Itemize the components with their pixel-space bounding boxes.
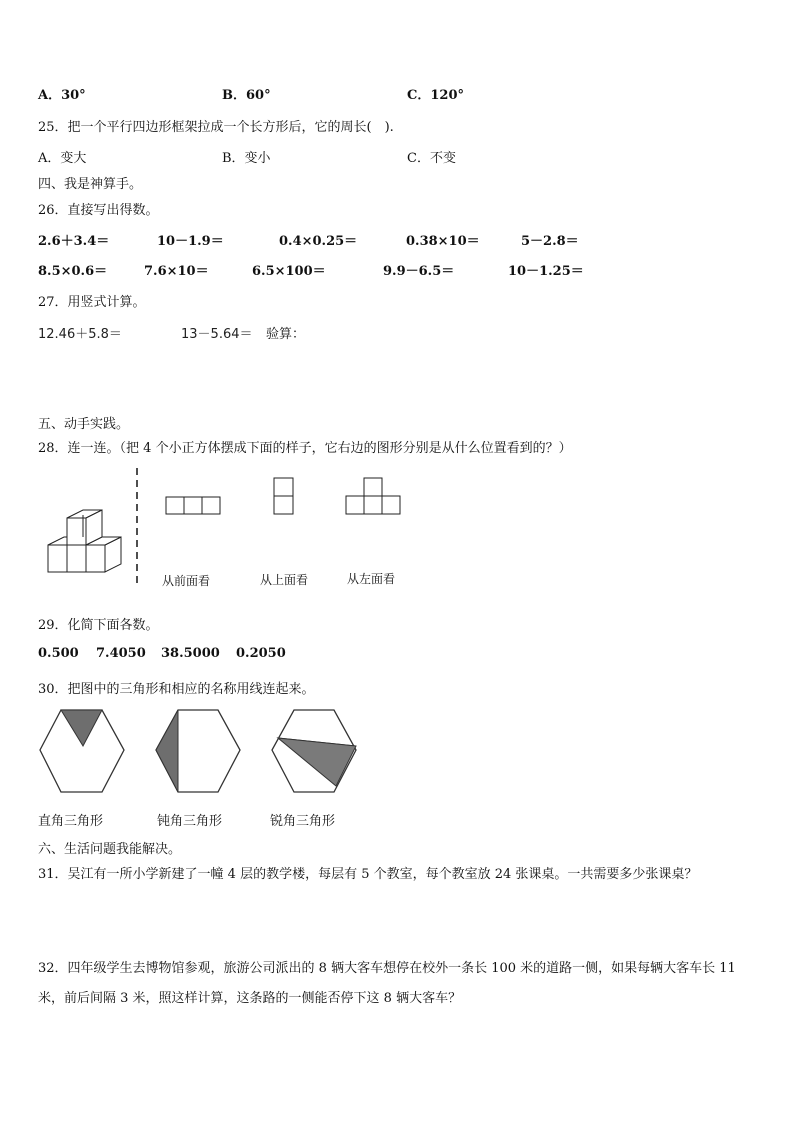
q28-question: 28．连一连。（把 4 个小正方体摆成下面的样子，它右边的图形分别是从什么位置看到的？） xyxy=(38,441,572,456)
q26-r2-item5: 10－1.25＝ xyxy=(508,264,584,279)
q29-number-4: 0.2050 xyxy=(236,646,286,661)
q29-number-2: 7.4050 xyxy=(96,646,146,661)
q25-option-b: B．变小 xyxy=(222,151,271,166)
q29-question: 29．化简下面各数。 xyxy=(38,618,159,633)
q24-option-b: B．60° xyxy=(222,88,271,103)
q26-r1-item3: 0.4×0.25＝ xyxy=(279,234,358,249)
q26-r1-item4: 0.38×10＝ xyxy=(406,234,480,249)
q26-r1-item2: 10－1.9＝ xyxy=(157,234,224,249)
q30-label-acute: 锐角三角形 xyxy=(270,814,336,829)
q28-label-top: 从上面看 xyxy=(260,573,309,587)
q26-r2-item3: 6.5×100＝ xyxy=(252,264,326,279)
view-top-shape xyxy=(274,478,293,514)
cube-stack-3d xyxy=(48,510,121,572)
q26-question: 26．直接写出得数。 xyxy=(38,203,159,218)
q30-label-obtuse: 钝角三角形 xyxy=(157,814,223,829)
section6-heading: 六、生活问题我能解决。 xyxy=(38,842,182,857)
q26-r2-item2: 7.6×10＝ xyxy=(144,264,209,279)
q29-number-3: 38.5000 xyxy=(161,646,220,661)
q24-option-a: A．30° xyxy=(38,88,86,103)
q29-number-1: 0.500 xyxy=(38,646,79,661)
q31-question: 31．吴江有一所小学新建了一幢 4 层的教学楼，每层有 5 个教室，每个教室放 24 张课桌。一共需要多少张课桌？ xyxy=(38,867,698,882)
q25-question: 25．把一个平行四边形框架拉成一个长方形后，它的周长( ). xyxy=(38,120,394,135)
q30-question: 30．把图中的三角形和相应的名称用线连起来。 xyxy=(38,682,315,697)
q27-expression-1: 12.46＋5.8＝ xyxy=(38,327,122,342)
view-left-shape xyxy=(346,478,400,514)
hexagon-right-triangle xyxy=(40,710,124,792)
q26-r2-item4: 9.9－6.5＝ xyxy=(383,264,455,279)
q26-r1-item1: 2.6＋3.4＝ xyxy=(38,234,110,249)
q26-r1-item5: 5－2.8＝ xyxy=(521,234,579,249)
view-front-shape xyxy=(166,497,220,514)
q25-option-c: C．不变 xyxy=(407,151,456,166)
section4-heading: 四、我是神算手。 xyxy=(38,177,143,192)
q30-label-right: 直角三角形 xyxy=(38,814,104,829)
q30-figure xyxy=(38,708,368,800)
q26-r2-item1: 8.5×0.6＝ xyxy=(38,264,108,279)
q28-label-left: 从左面看 xyxy=(347,572,396,586)
hexagon-acute-triangle xyxy=(272,710,356,792)
section5-heading: 五、动手实践。 xyxy=(38,417,130,432)
q27-expression-2: 13－5.64＝ xyxy=(181,327,253,342)
q32-question-line1: 32．四年级学生去博物馆参观，旅游公司派出的 8 辆大客车想停在校外一条长 100 米的道路一侧，如果每辆大客车长 11 xyxy=(38,961,736,976)
q27-question: 27．用竖式计算。 xyxy=(38,295,146,310)
q32-question-line2: 米，前后间隔 3 米，照这样计算，这条路的一侧能否停下这 8 辆大客车？ xyxy=(38,991,462,1006)
q28-label-front: 从前面看 xyxy=(162,574,211,588)
q27-check-label: 验算： xyxy=(266,327,306,342)
q25-option-a: A．变大 xyxy=(38,151,87,166)
q24-option-c: C．120° xyxy=(407,88,464,103)
hexagon-obtuse-triangle xyxy=(156,710,240,792)
